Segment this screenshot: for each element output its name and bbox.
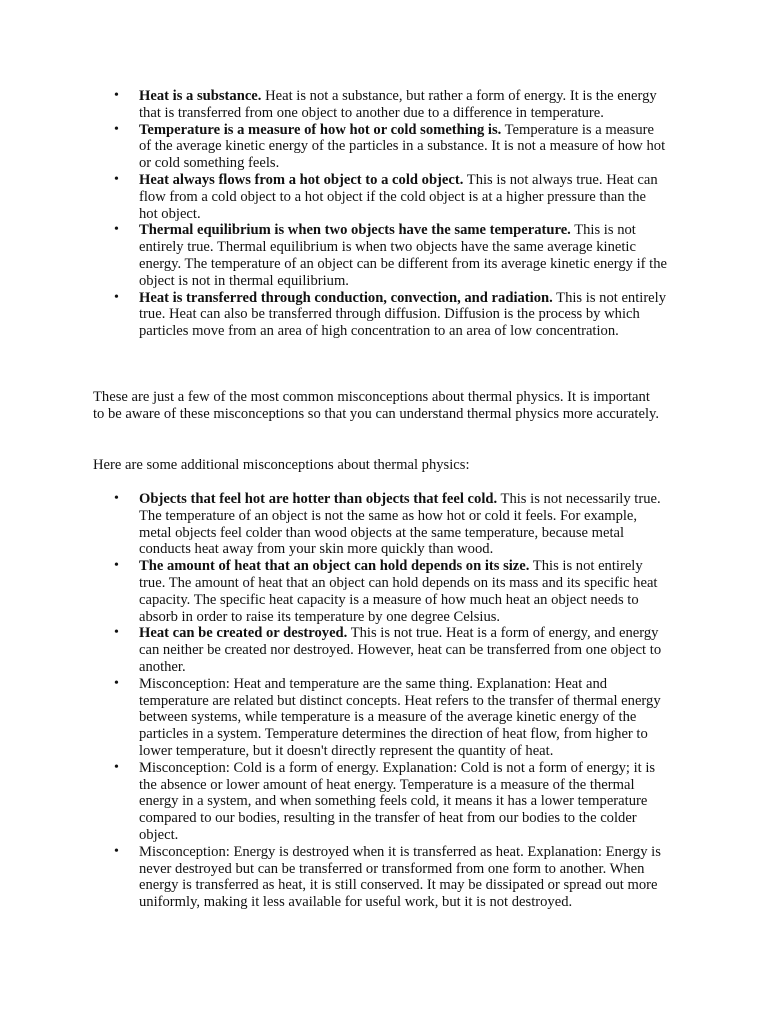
list-item <box>0 491 667 558</box>
list-item <box>0 290 667 340</box>
bullet-marker: • <box>114 843 119 859</box>
bullet-marker: • <box>114 88 119 103</box>
item-text: This is not necessarily true. The temperature of an object is not the same as how hot or cold it feels. For example, metal objects feel colder than wood objects at the same temperature, because metal conducts heat away from your skin more quickly than wood. <box>139 491 661 558</box>
item-text: This is not true. Heat is a form of energy, and energy can neither be created nor destroyed. However, heat can be transferred from one object to another. <box>139 625 662 675</box>
summary-paragraph: These are just a few of the most common misconceptions about thermal physics. It is important to be aware of these misconceptions so that you can understand thermal physics more accurately. <box>93 389 659 422</box>
additional-intro-paragraph: Here are some additional misconceptions about thermal physics: <box>93 457 470 473</box>
bullet-marker: • <box>114 491 119 506</box>
item-text: This is not entirely true. Heat can also be transferred through diffusion. Diffusion is the process by which particles move from an area of high concentration to an area of low concentration. <box>139 289 667 340</box>
list-item <box>0 625 667 675</box>
item-text: Misconception: Heat and temperature are the same thing. Explanation: Heat and temperature are related but distinct concepts. Heat refers to the transfer of thermal energy between systems, while temperature is a measure of the average kinetic energy of the particles in a system. Temperature determines the direction of heat flow, from higher to lower temperature, but it doesn't directly represent the quantity of heat. <box>139 675 661 759</box>
item-heading: Temperature is a measure of how hot or cold something is. <box>139 121 502 138</box>
bullet-marker: • <box>114 289 119 305</box>
misconceptions-list-primary <box>0 88 667 340</box>
item-text: This is not always true. Heat can flow from a cold object to a hot object if the cold object is at a higher pressure than the hot object. <box>139 171 658 222</box>
list-item <box>0 844 667 911</box>
item-text: This is not entirely true. The amount of heat that an object can hold depends on its mass and its specific heat capacity. The specific heat capacity is a measure of how much heat an object needs to absorb in order to raise its temperature by one degree Celsius. <box>139 558 658 625</box>
bullet-marker: • <box>114 171 119 187</box>
item-heading: Heat always flows from a hot object to a cold object. <box>139 171 464 188</box>
item-text: This is not entirely true. Thermal equilibrium is when two objects have the same average kinetic energy. The temperature of an object can be different from its average kinetic energy if the object is not in thermal equilibrium. <box>139 222 667 289</box>
bullet-marker: • <box>114 759 119 775</box>
bullet-marker: • <box>114 675 119 691</box>
bullet-marker: • <box>114 222 119 238</box>
item-heading: Thermal equilibrium is when two objects have the same temperature. <box>139 222 571 239</box>
bullet-marker: • <box>114 625 119 641</box>
item-text: Misconception: Energy is destroyed when it is transferred as heat. Explanation: Energy is never destroyed but can be transferred or transformed from one form to another. When energy is transferred as heat, it is still conserved. It may be dissipated or spread out more uniformly, making it less available for useful work, but it is not destroyed. <box>139 843 661 911</box>
item-heading: The amount of heat that an object can hold depends on its size. <box>139 558 530 575</box>
bullet-marker: • <box>114 121 119 137</box>
bullet-marker: • <box>114 558 119 574</box>
item-heading: Heat can be created or destroyed. <box>139 625 348 642</box>
list-item <box>0 558 667 625</box>
list-item <box>0 676 667 760</box>
list-item <box>0 222 667 289</box>
item-text: Temperature is a measure of the average kinetic energy of the particles in a substance. It is not a measure of how hot or cold something feels. <box>139 121 666 172</box>
list-item <box>0 760 667 844</box>
misconceptions-list-additional <box>0 491 667 911</box>
list-item <box>0 172 667 222</box>
item-heading: Objects that feel hot are hotter than objects that feel cold. <box>139 491 498 507</box>
item-heading: Heat is a substance. <box>139 88 262 104</box>
item-text: Misconception: Cold is a form of energy. Explanation: Cold is not a form of energy; it is the absence or lower amount of heat energy. Temperature is a measure of the thermal energy in a system, and when something feels cold, it means it has a lower temperature compared to our bodies, resulting in the transfer of heat from our bodies to the colder object. <box>139 759 656 843</box>
item-text: Heat is not a substance, but rather a form of energy. It is the energy that is transferred from one object to another due to a difference in temperature. <box>139 88 657 121</box>
list-item <box>0 122 667 172</box>
list-item <box>0 88 667 122</box>
item-heading: Heat is transferred through conduction, convection, and radiation. <box>139 289 553 306</box>
